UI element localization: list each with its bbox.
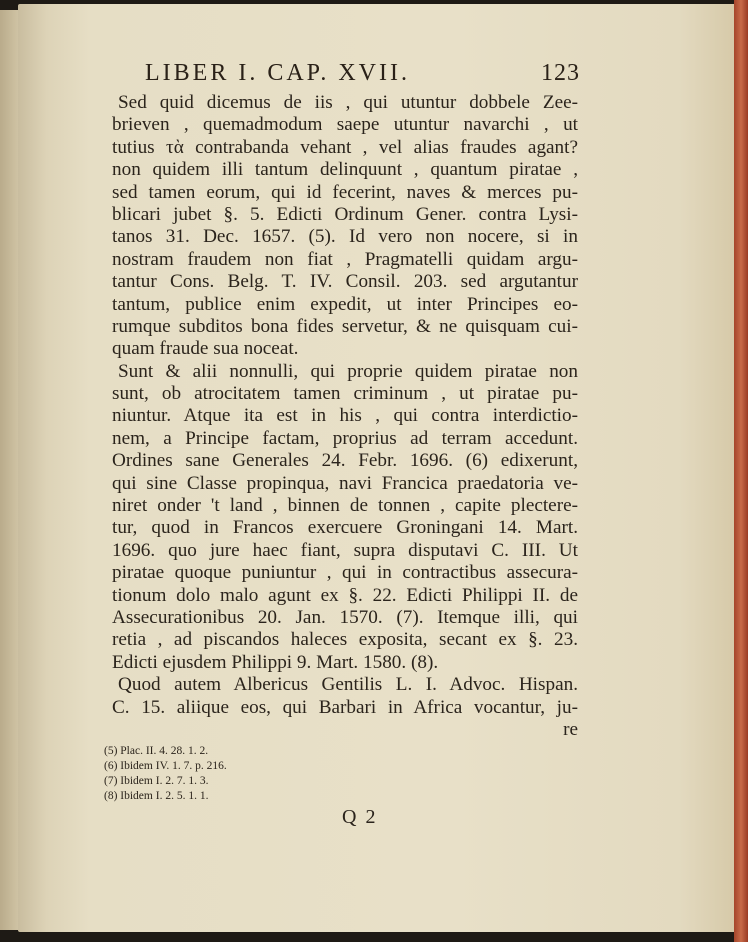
text-line: sed tamen eorum, qui id fecerint, naves & merces pu-: [112, 181, 578, 203]
text-line: qui sine Classe propinqua, navi Francica praedatoria ve-: [112, 472, 578, 494]
text-line: tur, quod in Francos exercuere Groningani 14. Mart.: [112, 517, 578, 539]
text-line: blicari jubet §. 5. Edicti Ordinum Gener. contra Lysi-: [112, 203, 578, 225]
text-line: quam fraude sua noceat.: [112, 338, 299, 360]
text-line: piratae quoque puniuntur , qui in contractibus assecura-: [112, 562, 578, 584]
text-line: 1696. quo jure haec fiant, supra disputavi C. III. Ut: [112, 539, 578, 561]
body-text: [112, 92, 578, 741]
text-line: nostram fraudem non fiat , Pragmatelli quidam argu-: [112, 248, 578, 270]
page-number: 123: [541, 60, 580, 86]
text-line: nem, a Principe factam, proprius ad terram accedunt.: [112, 427, 578, 449]
text-line: Quod autem Albericus Gentilis L. I. Advoc. Hispan.: [118, 674, 578, 696]
running-head: [145, 60, 580, 90]
text-line: brieven , quemadmodum saepe utuntur navarchi , ut: [112, 114, 578, 136]
text-line: C. 15. aliique eos, qui Barbari in Africa vocantur, ju-: [112, 696, 578, 718]
footnote: (7) Ibidem I. 2. 7. 1. 3.: [104, 775, 209, 787]
text-line: niret onder 't land , binnen de tonnen , capite plectere-: [112, 495, 578, 517]
text-line: tanos 31. Dec. 1657. (5). Id vero non nocere, si in: [112, 226, 578, 248]
text-line: rumque subditos bona fides servetur, & ne quisquam cui-: [112, 315, 578, 337]
text-line: tantum, publice enim expedit, ut inter Principes eo-: [112, 293, 578, 315]
text-line: tantur Cons. Belg. T. IV. Consil. 203. sed argutantur: [112, 271, 578, 293]
catchword: re: [563, 718, 578, 740]
book-cover-edge: [734, 0, 748, 942]
text-line: Sed quid dicemus de iis , qui utuntur dobbele Zee-: [118, 92, 578, 113]
footnotes: [104, 744, 404, 804]
text-line: tutius τὰ contrabanda vehant , vel alias fraudes agant?: [112, 136, 578, 158]
text-line: non quidem illi tantum delinquunt , quantum piratae ,: [112, 159, 578, 181]
text-line: Assecurationibus 20. Jan. 1570. (7). Itemque illi, qui: [112, 606, 578, 628]
text-line: Edicti ejusdem Philippi 9. Mart. 1580. (8).: [112, 651, 439, 673]
footnote: (5) Plac. II. 4. 28. 1. 2.: [104, 745, 209, 757]
text-line: Sunt & alii nonnulli, qui proprie quidem piratae non: [118, 360, 578, 382]
text-line: retia , ad piscandos haleces exposita, secant ex §. 23.: [112, 629, 578, 651]
text-line: sunt, ob atrocitatem tamen criminum , ut piratae pu-: [112, 383, 578, 405]
footnote: (8) Ibidem I. 2. 5. 1. 1.: [104, 790, 209, 802]
footnote: (6) Ibidem IV. 1. 7. p. 216.: [104, 760, 227, 772]
signature-mark: Q 2: [342, 806, 378, 828]
text-line: niuntur. Atque ita est in his , qui contra interdictio-: [112, 405, 578, 427]
running-head-title: LIBER I. CAP. XVII.: [145, 60, 410, 86]
text-line: tionum dolo malo agunt ex §. 22. Edicti Philippi II. de: [112, 584, 578, 606]
text-line: Ordines sane Generales 24. Febr. 1696. (6) edixerunt,: [112, 450, 578, 472]
